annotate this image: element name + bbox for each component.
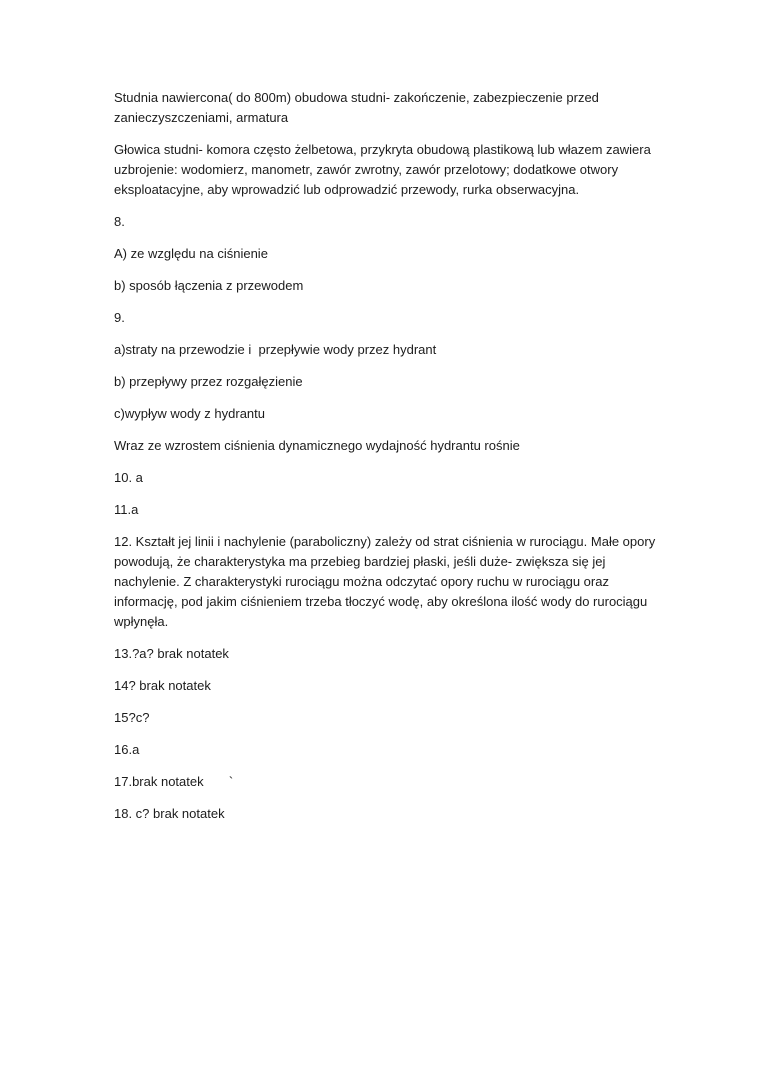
document-body <box>114 88 674 836</box>
question-8-answer-a: A) ze względu na ciśnienie <box>114 246 268 261</box>
question-15-answer: 15?c? <box>114 710 150 725</box>
question-8-number: 8. <box>114 214 125 229</box>
question-8-answer-b: b) sposób łączenia z przewodem <box>114 278 304 293</box>
question-17-answer: 17.brak notatek ` <box>114 774 234 789</box>
question-12-answer: 12. Kształt jej linii i nachylenie (paraboliczny) zależy od strat ciśnienia w rurociągu. Małe opory powodują, że charakterystyka ma przebieg bardziej płaski, jeśli duże- zwiększa się jej nachylenie. Z charakterystyki rurociągu można odczytać opory ruchu w rurociągu oraz informację, pod jakim ciśnieniem trzeba tłoczyć wodę, aby określona ilość wody do rurociągu wpłynęła. <box>114 534 656 629</box>
question-9-answer-a: a)straty na przewodzie i przepływie wody przez hydrant <box>114 342 437 357</box>
question-16-answer: 16.a <box>114 742 140 757</box>
question-10-answer: 10. a <box>114 470 143 485</box>
question-18-answer: 18. c? brak notatek <box>114 806 225 821</box>
question-13-answer: 13.?a? brak notatek <box>114 646 229 661</box>
question-9-answer-c: c)wypływ wody z hydrantu <box>114 406 265 421</box>
question-9-note: Wraz ze wzrostem ciśnienia dynamicznego wydajność hydrantu rośnie <box>114 438 520 453</box>
question-9-number: 9. <box>114 310 125 325</box>
question-14-answer: 14? brak notatek <box>114 678 211 693</box>
question-11-answer: 11.a <box>114 502 139 517</box>
paragraph-well-head: Głowica studni- komora często żelbetowa, przykryta obudową plastikową lub włazem zawiera uzbrojenie: wodomierz, manometr, zawór zwrotny, zawór przelotowy; dodatkowe otwory eksploatacyjne, aby wprowadzić lub odprowadzić przewody, rurka obserwacyjna. <box>114 142 651 197</box>
paragraph-well-drilled: Studnia nawiercona( do 800m) obudowa studni- zakończenie, zabezpieczenie przed zanieczyszczeniami, armatura <box>114 90 599 125</box>
question-9-answer-b: b) przepływy przez rozgałęzienie <box>114 374 303 389</box>
